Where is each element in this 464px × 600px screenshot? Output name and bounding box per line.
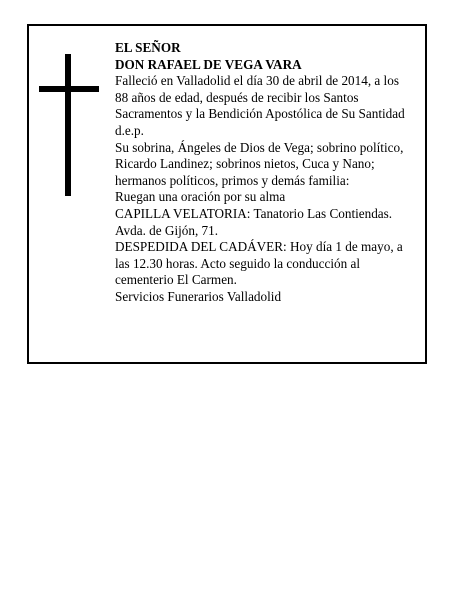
notice-text bbox=[115, 40, 423, 306]
rest-in-peace-line: d.e.p. bbox=[115, 122, 144, 138]
death-announcement-line: Falleció en Valladolid el día 30 de abril de 2014, a los bbox=[115, 73, 399, 89]
chapel-line: CAPILLA VELATORIA: Tanatorio Las Contiendas. bbox=[115, 205, 393, 221]
farewell-line: DESPEDIDA DEL CADÁVER: Hoy día 1 de mayo, a bbox=[115, 239, 403, 255]
funeral-services-line: Servicios Funerarios Valladolid bbox=[115, 288, 282, 304]
death-announcement-line: 88 años de edad, después de recibir los Santos bbox=[115, 89, 359, 105]
family-line: Su sobrina, Ángeles de Dios de Vega; sobrino político, bbox=[115, 139, 404, 155]
chapel-address-line: Avda. de Gijón, 71. bbox=[115, 222, 219, 238]
obituary-notice bbox=[27, 24, 427, 364]
deceased-name: DON RAFAEL DE VEGA VARA bbox=[115, 56, 302, 72]
prayer-request-line: Ruegan una oración por su alma bbox=[115, 189, 286, 205]
notice-header-title: EL SEÑOR bbox=[115, 40, 181, 55]
family-line: hermanos políticos, primos y demás familia: bbox=[115, 172, 350, 188]
farewell-line: las 12.30 horas. Acto seguido la conducción al bbox=[115, 255, 361, 271]
family-line: Ricardo Landinez; sobrinos nietos, Cuca y Nano; bbox=[115, 156, 375, 172]
cross-horizontal-bar bbox=[39, 86, 99, 92]
cross-icon bbox=[39, 54, 99, 196]
death-announcement-line: Sacramentos y la Bendición Apostólica de Su Santidad bbox=[115, 106, 405, 122]
cross-vertical-bar bbox=[65, 54, 71, 196]
farewell-line: cementerio El Carmen. bbox=[115, 272, 237, 288]
